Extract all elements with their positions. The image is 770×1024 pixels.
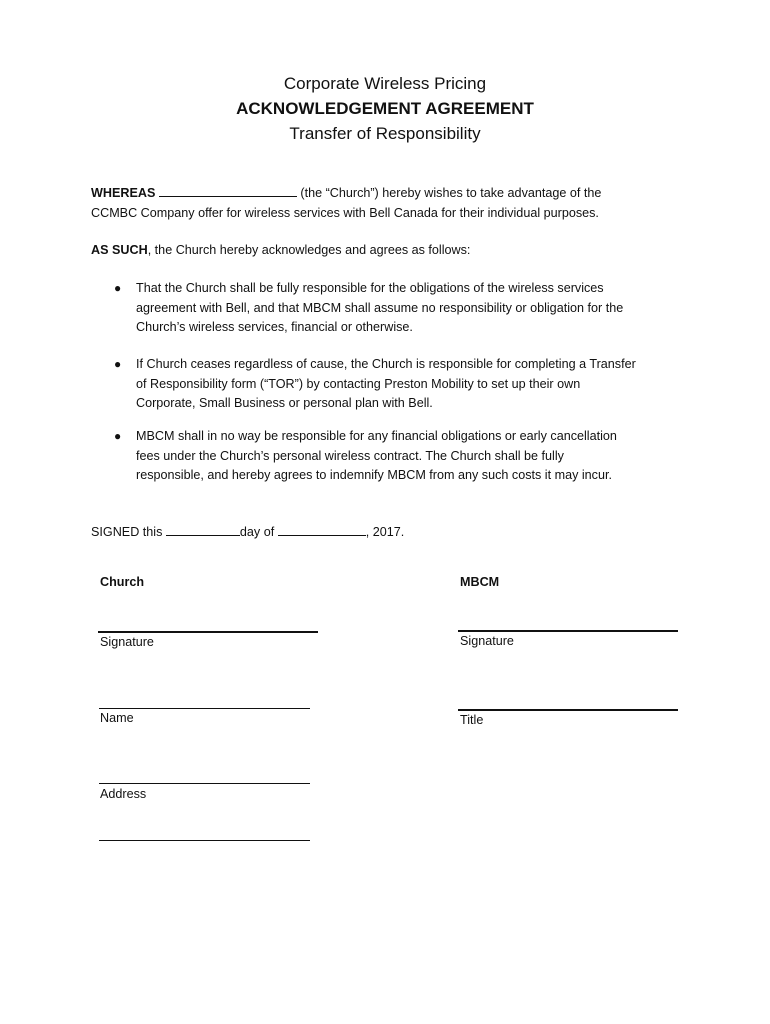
mbcm-title-line: [458, 709, 678, 711]
mbcm-title-label: Title: [460, 713, 484, 727]
signed-middle: day of: [239, 525, 278, 539]
church-signature-line: [98, 631, 318, 633]
list-item: [110, 355, 690, 414]
bullet-icon: ●: [114, 357, 122, 371]
bullet-2-line-3: Corporate, Small Business or personal plan with Bell.: [136, 396, 433, 410]
whereas-text-2: CCMBC Company offer for wireless services with Bell Canada for their individual purposes.: [91, 206, 599, 220]
bullet-3-line-1: MBCM shall in no way be responsible for any financial obligations or early cancellation: [136, 429, 617, 443]
church-name-blank: [159, 183, 297, 197]
bullet-3-line-2: fees under the Church’s personal wireless contract. The Church shall be fully: [136, 448, 564, 463]
day-blank: [166, 522, 240, 536]
bullet-1-line-1: That the Church shall be fully responsible for the obligations of the wireless services: [136, 281, 604, 295]
church-address-line-2: [99, 840, 310, 841]
month-blank: [278, 522, 366, 536]
whereas-paragraph: [91, 183, 691, 223]
bullet-1-line-2: agreement with Bell, and that MBCM shall assume no responsibility or obligation for the: [136, 300, 624, 315]
title-line-3: Transfer of Responsibility: [289, 124, 481, 143]
as-such-text: , the Church hereby acknowledges and agrees as follows:: [147, 243, 471, 257]
mbcm-signature-label: Signature: [460, 634, 514, 648]
bullet-icon: ●: [114, 429, 122, 443]
church-signature-label: Signature: [100, 635, 154, 649]
signed-suffix: , 2017.: [365, 525, 405, 539]
document-header: [0, 72, 770, 146]
list-item: [110, 279, 690, 338]
title-line-1: Corporate Wireless Pricing: [283, 74, 487, 93]
list-item: [110, 427, 690, 486]
bullet-2-line-1: If Church ceases regardless of cause, the Church is responsible for completing a Transfer: [136, 357, 636, 371]
bullet-2-line-2: of Responsibility form (“TOR”) by contacting Preston Mobility to set up their own: [136, 376, 581, 391]
church-name-label: Name: [100, 711, 134, 725]
mbcm-signature-line: [458, 630, 678, 632]
whereas-text-1: (the “Church”) hereby wishes to take advantage of the: [296, 186, 602, 200]
church-name-line: [99, 708, 310, 709]
signed-prefix: SIGNED this: [91, 525, 166, 539]
bullet-icon: ●: [114, 281, 122, 295]
bullet-3-line-3: responsible, and hereby agrees to indemnify MBCM from any such costs it may incur.: [136, 468, 612, 482]
bullet-1-line-3: Church’s wireless services, financial or otherwise.: [136, 320, 413, 334]
church-heading: Church: [100, 575, 145, 589]
church-address-label: Address: [100, 787, 147, 801]
title-line-2: ACKNOWLEDGEMENT AGREEMENT: [236, 99, 534, 118]
as-such-paragraph: [91, 240, 691, 260]
whereas-lead: WHEREAS: [91, 186, 156, 200]
signed-line: [91, 522, 691, 542]
as-such-lead: AS SUCH: [91, 243, 148, 257]
church-address-line: [99, 783, 310, 784]
mbcm-heading: MBCM: [460, 575, 500, 589]
